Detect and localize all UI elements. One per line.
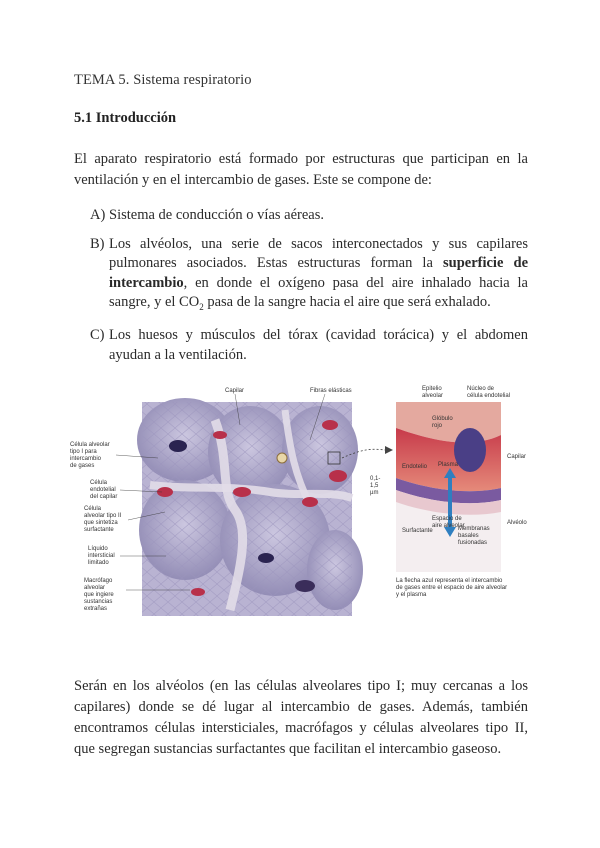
- alveolus-illustration: [137, 398, 363, 616]
- list-item-text: , en donde el oxígeno pasa del aire inhalado hacia la sangre, y el CO: [109, 274, 528, 310]
- list-item: [74, 326, 528, 365]
- closing-paragraph: Serán en los alvéolos (en las células alveolares tipo I; muy cercanas a los capilares) donde se dé lugar al intercambio de gases. Además, también encontramos células intersticiales, macrófagos y células alveolares tipo II, que segregan sustancias surfactantes que facilitan el intercambio gaseoso.: [74, 678, 528, 757]
- label-celula-endotelial: Célula endotelial del capilar: [90, 480, 118, 500]
- detail-panel: [396, 402, 501, 572]
- label-celula-tipo2: Célula alveolar tipo II que sintetiza surfactante: [84, 506, 122, 533]
- document-title: TEMA 5. Sistema respiratorio: [74, 72, 252, 88]
- components-list: [74, 206, 528, 374]
- label-membranas: Membranas basales fusionadas: [458, 526, 490, 546]
- label-capilar-right: Capilar: [507, 454, 527, 460]
- list-item-text: Los alvéolos, una serie de sacos interconectados y sus capilares pulmonares asociados. Estas estructuras forman la: [109, 235, 528, 271]
- label-epitelio: Epitelio alveolar: [422, 386, 444, 399]
- label-liquido: Líquido intersticial limitado: [88, 546, 115, 566]
- label-globulo: Glóbulo rojo: [432, 416, 453, 429]
- list-item: [74, 206, 528, 226]
- label-fibras: Fibras elásticas: [310, 388, 352, 394]
- list-item-text: Los huesos y músculos del tórax (cavidad torácica) y el abdomen ayudan a la ventilación.: [109, 327, 528, 363]
- macrophage-shape: [169, 440, 187, 452]
- list-item-text: pasa de la sangre hacia el aire que será exhalado.: [203, 294, 491, 310]
- list-marker: B): [90, 235, 105, 252]
- list-item-text: Sistema de conducción o vías aéreas.: [109, 207, 325, 223]
- figure-caption: La flecha azul representa el intercambio de gases entre el espacio de aire alveolar y el plasma: [396, 578, 508, 598]
- bold-term: superficie de intercambio: [109, 255, 528, 291]
- list-marker: A): [90, 207, 106, 223]
- list-item: [74, 235, 528, 318]
- label-capilar: Capilar: [225, 388, 245, 394]
- label-espacio: Espacio de aire alveolar: [432, 516, 465, 529]
- intro-paragraph: El aparato respiratorio está formado por estructuras que participan en la ventilación y en el intercambio de gases. Este se compone de:: [74, 151, 528, 188]
- list-marker: C): [90, 327, 105, 344]
- label-surfactante: Surfactante: [402, 528, 433, 534]
- label-macrofago: Macrófago alveolar que ingiere sustancias extrañas: [84, 578, 114, 612]
- label-celula-tipo1: Célula alveolar tipo I para intercambio de gases: [70, 442, 110, 469]
- subscript: 2: [199, 301, 204, 312]
- section-heading: 5.1 Introducción: [74, 110, 177, 126]
- label-endotelio: Endotelio: [402, 464, 428, 470]
- label-medida: 0,1- 1,5 µm: [370, 476, 381, 496]
- alveolus-figure: [70, 380, 530, 620]
- label-nucleo: Núcleo de célula endotelial: [467, 386, 511, 399]
- label-plasma: Plasma: [438, 462, 459, 468]
- label-alveolo: Alvéolo: [507, 520, 527, 526]
